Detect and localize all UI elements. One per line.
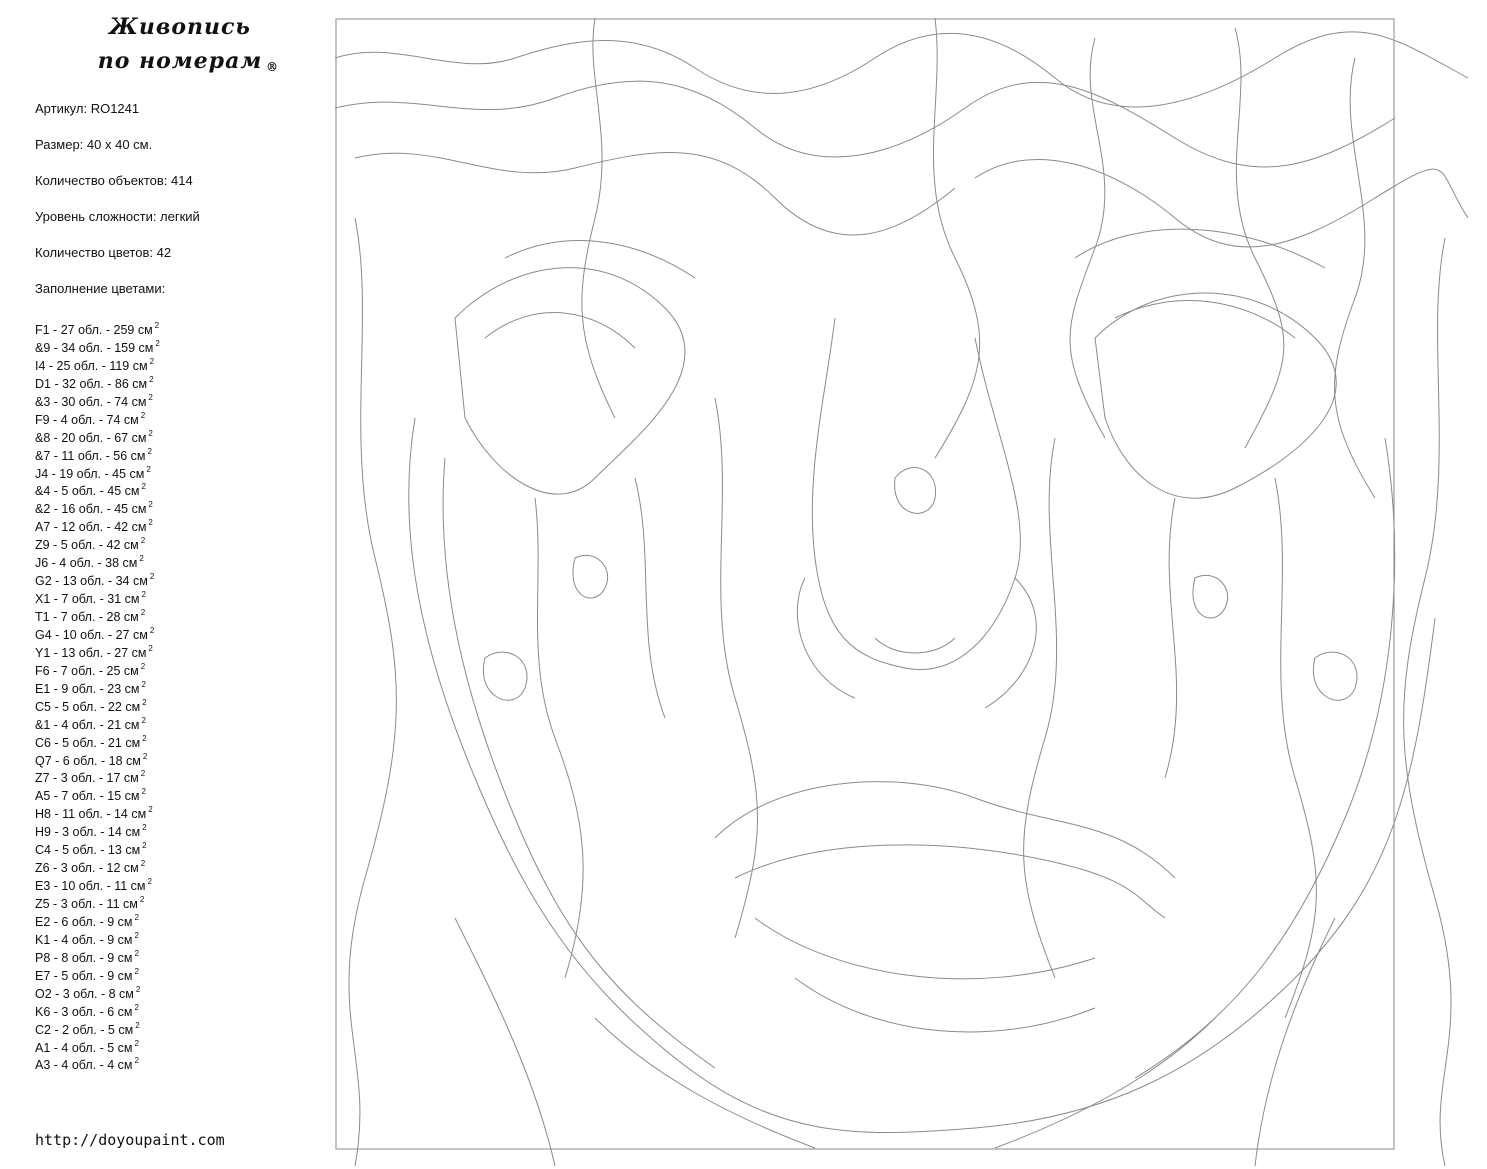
color-fill-text: D1 - 32 обл. - 86 см [35,376,148,391]
square-unit-superscript: 2 [147,446,152,456]
color-fill-row [35,981,160,999]
color-fill-text: A7 - 12 обл. - 42 см [35,520,147,535]
square-unit-superscript: 2 [142,841,147,851]
color-fill-text: C2 - 2 обл. - 5 см [35,1022,134,1037]
color-fill-row [35,819,160,840]
brand-logo [60,10,300,78]
color-fill-text: &7 - 11 обл. - 56 см [35,448,146,463]
color-fill-text: E1 - 9 обл. - 23 см [35,681,140,696]
square-unit-superscript: 2 [142,733,147,743]
square-unit-superscript: 2 [134,966,139,976]
square-unit-superscript: 2 [134,1056,139,1066]
color-fill-text: &2 - 16 обл. - 45 см [35,502,147,517]
square-unit-superscript: 2 [141,787,146,797]
square-unit-superscript: 2 [134,1038,139,1048]
color-fill-row [35,604,160,622]
color-fill-row [35,765,160,786]
coloring-outline-artwork [335,18,1468,1166]
color-fill-row [35,496,160,517]
color-fill-row [35,478,160,499]
square-unit-superscript: 2 [148,805,153,815]
color-fill-row [35,927,160,945]
color-fill-row [35,550,160,571]
square-unit-superscript: 2 [148,428,153,438]
color-fill-row [35,407,160,425]
website-url[interactable]: http://doyoupaint.com [35,1131,225,1149]
color-fill-row [35,335,160,353]
square-unit-superscript: 2 [140,859,146,869]
objects-count: Количество объектов: 414 [35,173,193,188]
square-unit-superscript: 2 [134,1002,139,1012]
color-fill-row [35,1035,160,1053]
color-fill-row [35,909,160,927]
square-unit-superscript: 2 [135,984,141,994]
color-fill-row [35,1017,160,1035]
square-unit-superscript: 2 [134,930,139,940]
color-fill-row [35,945,160,963]
square-unit-superscript: 2 [148,392,153,402]
color-fill-row [35,389,160,407]
color-fill-row [35,353,160,371]
color-fill-text: Y1 - 13 обл. - 27 см [35,645,147,660]
canvas-size: Размер: 40 х 40 см. [35,137,153,152]
square-unit-superscript: 2 [140,769,146,779]
color-fill-row [35,514,160,535]
color-fill-row [35,622,160,640]
color-fill-text: A5 - 7 обл. - 15 см [35,789,140,804]
square-unit-superscript: 2 [139,895,145,904]
color-fill-text: C5 - 5 обл. - 22 см [35,699,141,714]
square-unit-superscript: 2 [142,751,148,761]
color-fill-text: T1 - 7 обл. - 28 см [35,610,139,624]
color-fill-text: H9 - 3 обл. - 14 см [35,825,141,840]
color-fill-text: C4 - 5 обл. - 13 см [35,843,141,858]
color-fill-row [35,568,160,589]
color-fill-text: E3 - 10 обл. - 11 см [35,879,146,894]
square-unit-superscript: 2 [134,912,139,922]
color-fill-row [35,676,160,694]
color-fill-row [35,801,160,822]
square-unit-superscript: 2 [149,625,155,635]
square-unit-superscript: 2 [154,321,160,330]
square-unit-superscript: 2 [149,356,155,366]
square-unit-superscript: 2 [135,1020,140,1030]
color-fill-text: K1 - 4 обл. - 9 см [35,932,133,947]
color-fill-text: H8 - 11 обл. - 14 см [35,807,147,822]
product-info [35,100,200,316]
square-unit-superscript: 2 [149,374,154,384]
square-unit-superscript: 2 [140,536,146,546]
color-fill-row [35,586,160,607]
color-fill-text: G2 - 13 обл. - 34 см [35,574,148,589]
color-fill-row [35,837,160,858]
color-fill-text: E7 - 5 обл. - 9 см [35,968,133,983]
color-fill-row [35,748,160,766]
color-fill-text: &9 - 34 обл. - 159 см [35,340,154,355]
color-fill-text: J4 - 19 обл. - 45 см [35,466,145,481]
color-fill-text: &4 - 5 обл. - 45 см [35,484,140,499]
color-fill-list [35,317,160,1073]
square-unit-superscript: 2 [134,948,139,958]
color-fill-row [35,963,160,981]
color-fill-text: E2 - 6 обл. - 9 см [35,914,133,929]
square-unit-superscript: 2 [147,877,152,887]
square-unit-superscript: 2 [149,572,155,582]
color-fill-row [35,461,160,479]
color-fill-row [35,783,160,804]
square-unit-superscript: 2 [142,697,147,707]
square-unit-superscript: 2 [140,410,146,420]
registered-mark: ® [266,60,279,74]
square-unit-superscript: 2 [148,500,153,510]
color-fill-row [35,425,160,443]
color-fill-text: Z6 - 3 обл. - 12 см [35,861,139,876]
color-fill-text: C6 - 5 обл. - 21 см [35,735,141,750]
square-unit-superscript: 2 [142,823,147,833]
color-fill-text: I4 - 25 обл. - 119 см [35,358,148,373]
square-unit-superscript: 2 [148,643,153,653]
color-fill-text: K6 - 3 обл. - 6 см [35,1004,133,1019]
color-fill-text: Z7 - 3 обл. - 17 см [35,771,139,786]
square-unit-superscript: 2 [146,464,151,474]
color-fill-row [35,694,160,712]
square-unit-superscript: 2 [141,590,146,600]
color-fill-row [35,873,160,894]
color-fill-row [35,640,160,658]
color-fill-row [35,712,160,730]
color-fill-text: F6 - 7 обл. - 25 см [35,663,139,678]
color-fill-text: G4 - 10 обл. - 27 см [35,627,148,642]
colors-count: Количество цветов: 42 [35,245,172,260]
square-unit-superscript: 2 [140,661,146,671]
color-fill-row [35,1052,160,1073]
color-fill-text: J6 - 4 обл. - 38 см [35,556,138,571]
color-fill-text: &8 - 20 обл. - 67 см [35,430,147,445]
color-fill-text: X1 - 7 обл. - 31 см [35,592,140,607]
brand-line-1: Живопись [109,14,251,40]
outline-drawing [335,18,1468,1166]
color-fill-text: &3 - 30 обл. - 74 см [35,394,147,409]
color-fill-text: A1 - 4 обл. - 5 см [35,1040,133,1055]
color-fill-row [35,730,160,748]
color-fill-text: F9 - 4 обл. - 74 см [35,412,139,427]
square-unit-superscript: 2 [141,482,146,492]
color-fill-row [35,999,160,1017]
square-unit-superscript: 2 [141,715,146,725]
square-unit-superscript: 2 [139,554,144,564]
color-fill-text: A3 - 4 обл. - 4 см [35,1058,133,1073]
color-fill-text: P8 - 8 обл. - 9 см [35,950,133,965]
square-unit-superscript: 2 [148,518,153,528]
square-unit-superscript: 2 [140,608,146,617]
color-fill-text: F1 - 27 обл. - 259 см [35,323,153,337]
color-fill-row [35,855,160,876]
color-fill-row [35,891,160,909]
color-fill-text: O2 - 3 обл. - 8 см [35,986,134,1001]
color-fill-row [35,371,160,389]
article-number: Артикул: RO1241 [35,101,140,116]
color-fill-text: Q7 - 6 обл. - 18 см [35,753,141,768]
fill-header: Заполнение цветами: [35,281,166,296]
color-fill-row [35,317,160,335]
brand-line-2: по номерам [97,48,263,74]
square-unit-superscript: 2 [155,338,160,348]
difficulty-level: Уровень сложности: легкий [35,209,200,224]
color-fill-row [35,443,160,461]
color-fill-text: &1 - 4 обл. - 21 см [35,717,140,732]
color-fill-row [35,532,160,553]
color-fill-text: Z9 - 5 обл. - 42 см [35,538,139,553]
color-fill-row [35,658,160,676]
square-unit-superscript: 2 [141,679,146,689]
color-fill-text: Z5 - 3 обл. - 11 см [35,897,138,911]
